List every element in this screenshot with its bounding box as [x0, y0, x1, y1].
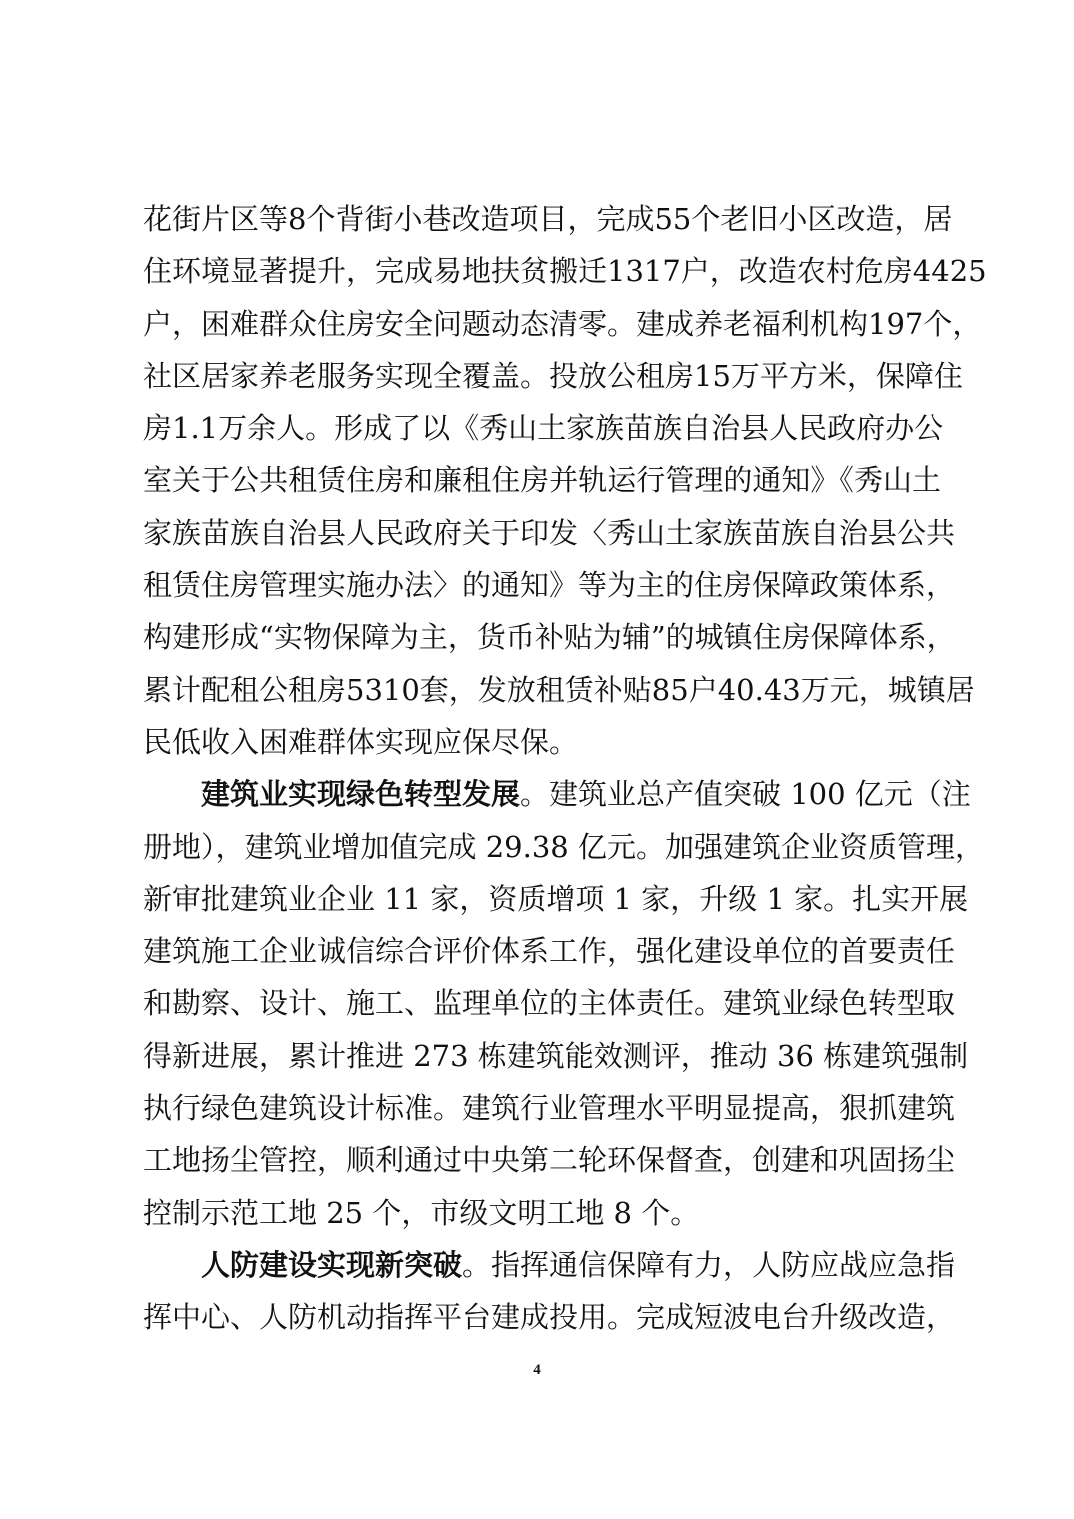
- text-line: 执行绿色建筑设计标准。建筑行业管理水平明显提高，狠抓建筑: [143, 1091, 956, 1126]
- text-line: 累计配租公租房5310套，发放租赁补贴85户40.43万元，城镇居: [143, 672, 975, 707]
- text-line: 社区居家养老服务实现全覆盖。投放公租房15万平方米，保障住: [143, 358, 963, 393]
- paragraph-construction: [143, 768, 984, 1239]
- paragraph-housing: [143, 193, 987, 768]
- text-line: [143, 1239, 956, 1291]
- text-line: 和勘察、设计、施工、监理单位的主体责任。建筑业绿色转型取: [143, 986, 956, 1021]
- paragraph-text: 。建筑业总产值突破 100 亿元（注: [520, 777, 971, 812]
- text-line: 建筑施工企业诚信综合评价体系工作，强化建设单位的首要责任: [143, 934, 956, 969]
- text-line: 挥中心、人防机动指挥平台建成投用。完成短波电台升级改造，: [143, 1300, 956, 1335]
- text-line: 工地扬尘管控，顺利通过中央第二轮环保督查，创建和巩固扬尘: [143, 1143, 956, 1178]
- paragraph-lead-heading: 人防建设实现新突破: [201, 1247, 463, 1282]
- body-text: [143, 193, 987, 1344]
- text-line: 住环境显著提升，完成易地扶贫搬迁1317户，改造农村危房4425: [143, 254, 987, 289]
- text-line: 控制示范工地 25 个，市级文明工地 8 个。: [143, 1195, 700, 1230]
- text-line: 房1.1万余人。形成了以《秀山土家族苗族自治县人民政府办公: [143, 411, 944, 446]
- text-line: 民低收入困难群体实现应保尽保。: [143, 724, 579, 759]
- page-number: 4: [533, 1362, 541, 1378]
- text-line: 册地），建筑业增加值完成 29.38 亿元。加强建筑企业资质管理，: [143, 829, 984, 864]
- text-line: 租赁住房管理实施办法〉的通知》等为主的住房保障政策体系，: [143, 568, 956, 603]
- text-line: 花街片区等8个背街小巷改造项目，完成55个老旧小区改造，居: [143, 202, 953, 236]
- text-line: 构建形成“实物保障为主，货币补贴为辅”的城镇住房保障体系，: [143, 620, 956, 655]
- text-line: [143, 768, 971, 820]
- text-line: 室关于公共租赁住房和廉租住房并轨运行管理的通知》《秀山土: [143, 463, 941, 498]
- text-line: 新审批建筑业企业 11 家，资质增项 1 家，升级 1 家。扎实开展: [143, 881, 969, 916]
- text-line: 家族苗族自治县人民政府关于印发〈秀山土家族苗族自治县公共: [143, 515, 956, 550]
- text-line: 户，困难群众住房安全问题动态清零。建成养老福利机构197个，: [143, 306, 982, 341]
- text-line: 得新进展，累计推进 273 栋建筑能效测评，推动 36 栋建筑强制: [143, 1038, 969, 1073]
- paragraph-lead-heading: 建筑业实现绿色转型发展: [201, 777, 521, 812]
- paragraph-civil-defense: [143, 1239, 956, 1344]
- paragraph-text: 。指挥通信保障有力，人防应战应急指: [462, 1247, 956, 1282]
